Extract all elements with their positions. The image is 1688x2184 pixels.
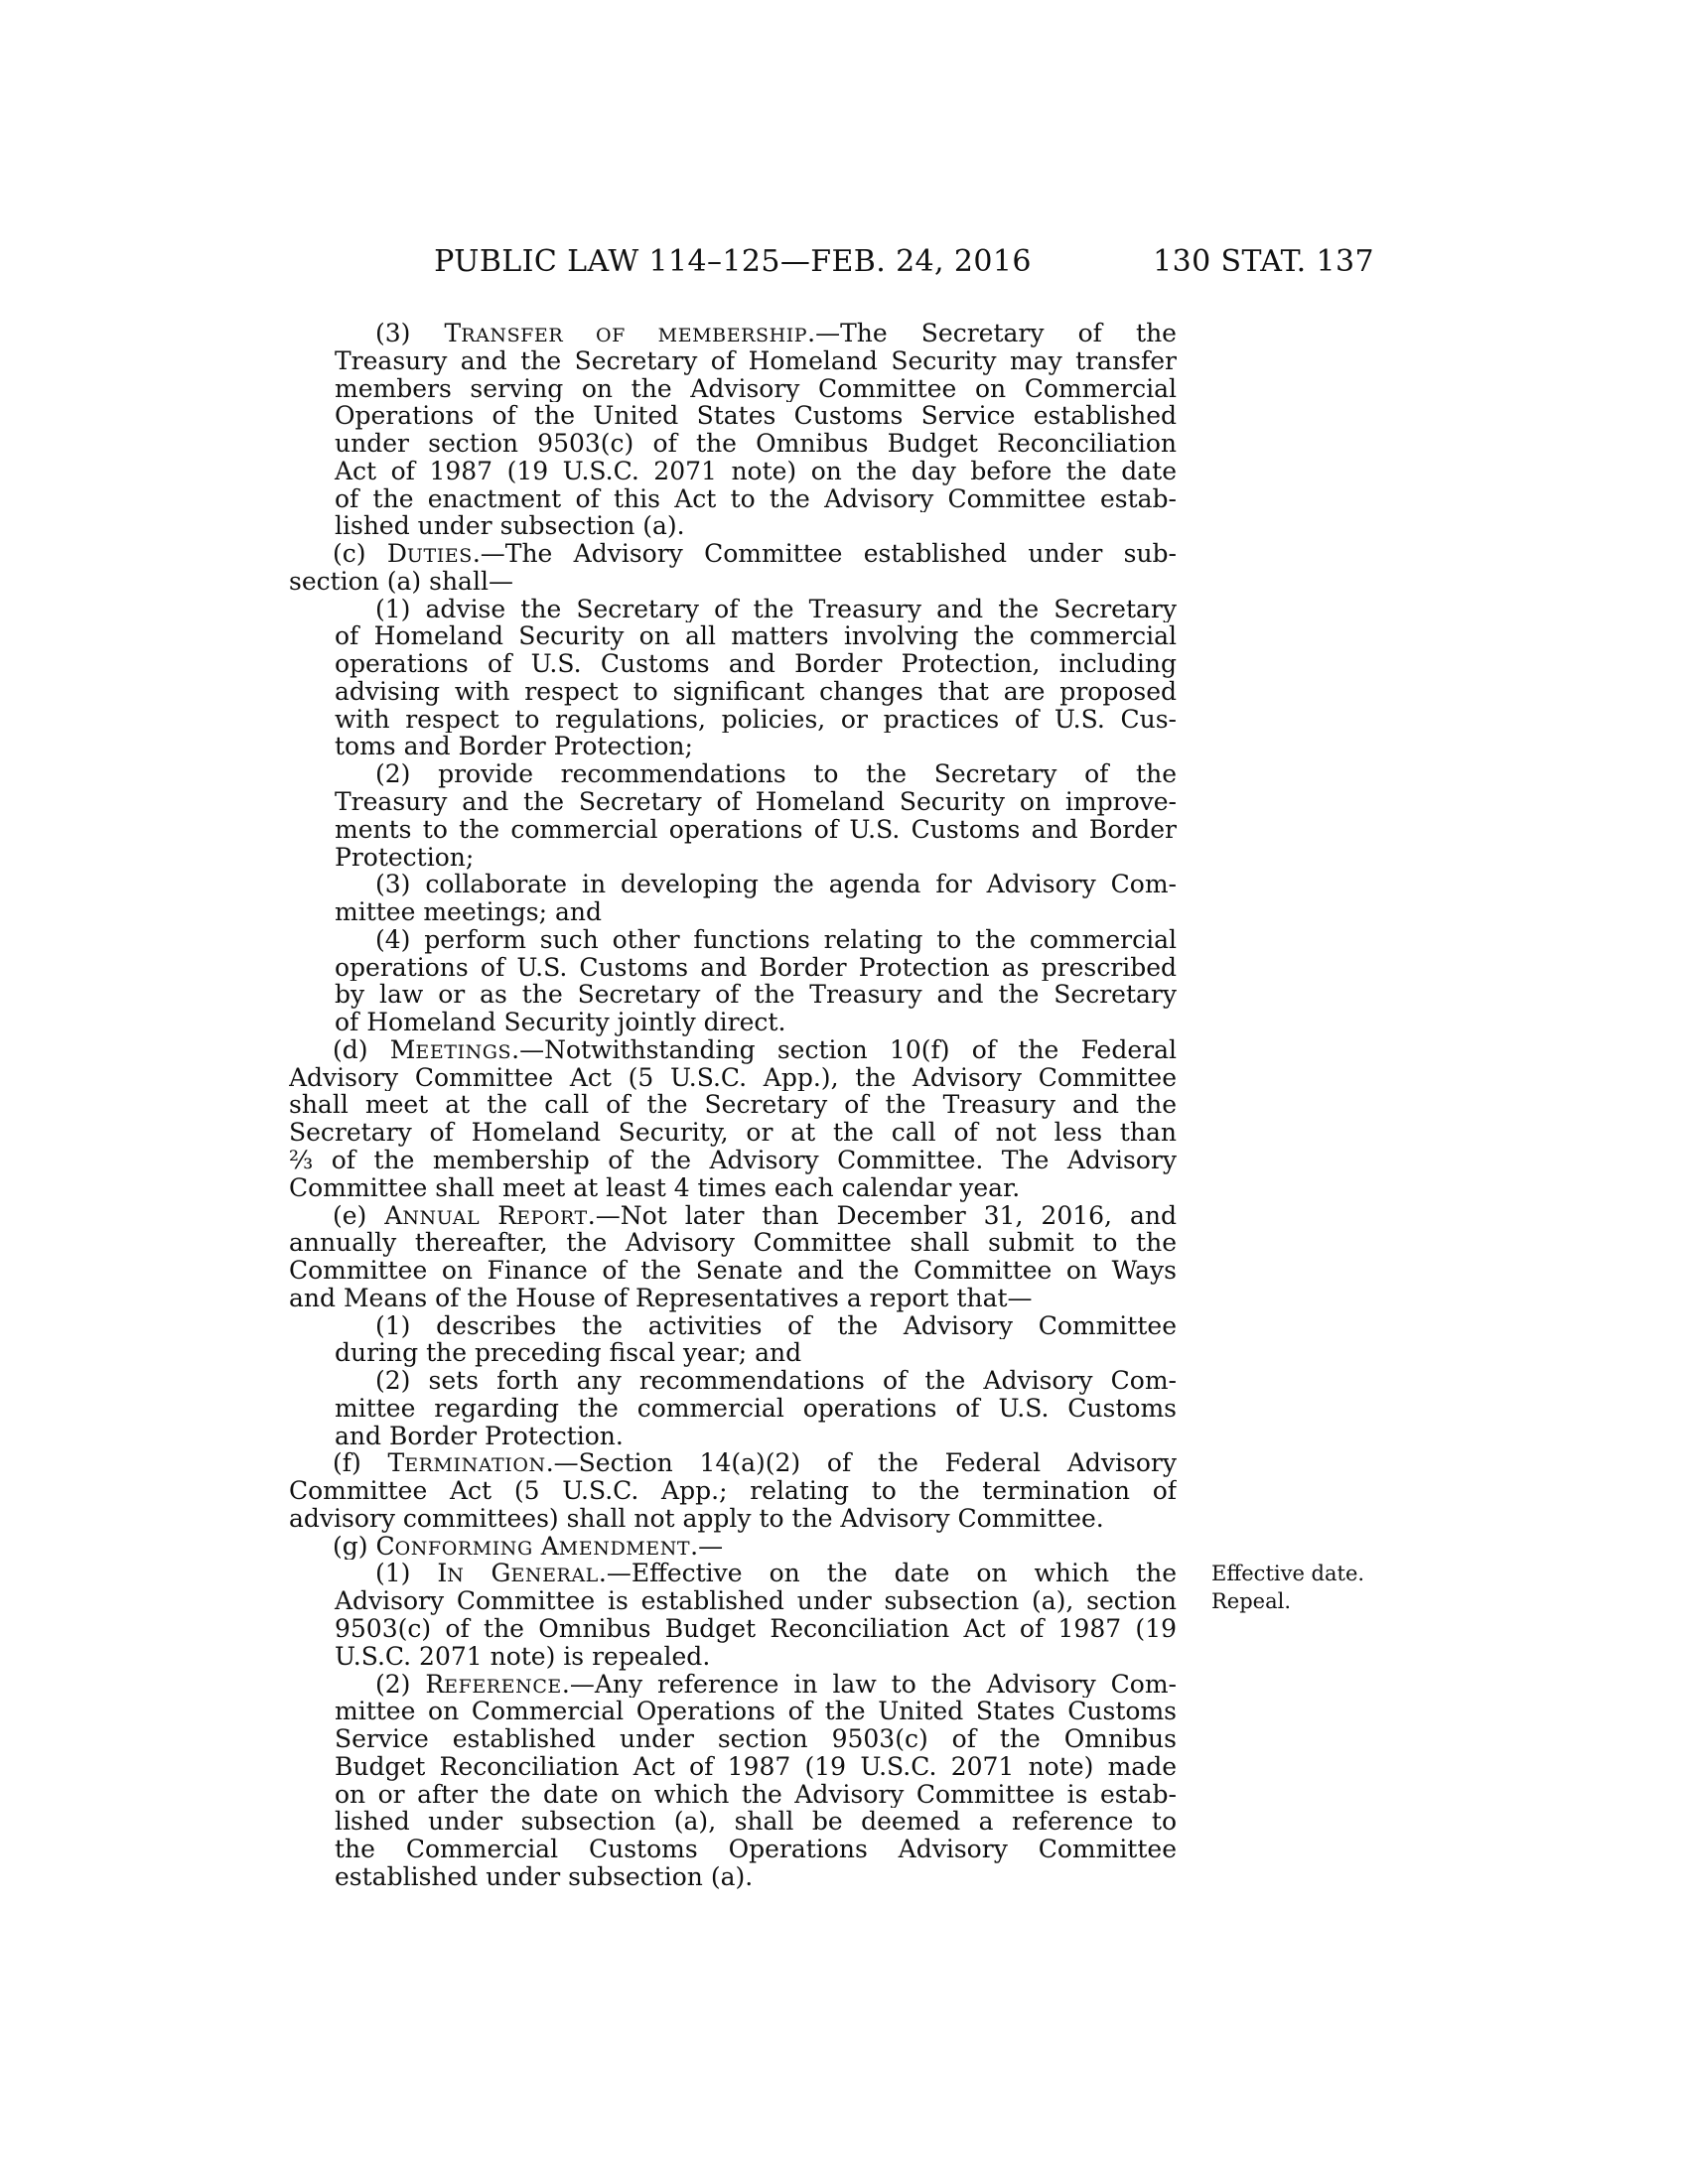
body-line bbox=[289, 871, 1177, 898]
text-segment: section (a) shall— bbox=[289, 567, 513, 596]
text-segment: Act of 1987 (19 U.S.C. 2071 note) on the day before the date bbox=[335, 457, 1177, 485]
running-header-law-title: PUBLIC LAW 114–125—FEB. 24, 2016 bbox=[434, 244, 1032, 279]
text-segment: (3) collaborate in developing the agenda for Advisory Com- bbox=[375, 871, 1177, 899]
text-segment: the Commercial Customs Operations Advisory Committee bbox=[335, 1836, 1177, 1863]
text-segment: .—Not later than December 31, 2016, and bbox=[587, 1201, 1177, 1230]
body-line bbox=[289, 430, 1177, 458]
text-segment: (1) I bbox=[375, 1560, 448, 1588]
body-line bbox=[289, 1863, 1177, 1891]
text-segment: A bbox=[532, 1532, 559, 1561]
text-segment: (e) A bbox=[333, 1201, 403, 1230]
text-segment: (1) describes the activities of the Advisory Committee bbox=[375, 1311, 1177, 1340]
body-line bbox=[289, 1229, 1177, 1257]
text-segment: lished under subsection (a), shall be deemed a reference to bbox=[335, 1808, 1177, 1837]
text-segment: Committee on Finance of the Senate and the Committee on Ways bbox=[289, 1257, 1177, 1285]
body-line bbox=[289, 1174, 1177, 1202]
text-column bbox=[289, 320, 1177, 1891]
body-line bbox=[289, 1064, 1177, 1092]
text-segment: members serving on the Advisory Committee on Commercial bbox=[335, 374, 1177, 403]
body-line bbox=[289, 1560, 1177, 1587]
body-line bbox=[289, 320, 1177, 347]
small-caps-segment: N bbox=[447, 1565, 465, 1587]
text-segment: G bbox=[464, 1560, 511, 1588]
body-line bbox=[289, 485, 1177, 513]
text-segment: of Homeland Security on all matters involving the commercial bbox=[335, 622, 1177, 651]
text-segment: Advisory Committee Act (5 U.S.C. App.), the Advisory Committee bbox=[289, 1063, 1177, 1092]
margin-note-effective-date: Effective date. bbox=[1211, 1562, 1365, 1585]
body-line bbox=[289, 1285, 1177, 1312]
body-line bbox=[289, 1753, 1177, 1781]
body-line bbox=[289, 512, 1177, 540]
small-caps-segment: NNUAL bbox=[402, 1206, 481, 1229]
body-line bbox=[289, 622, 1177, 650]
text-segment: lished under subsection (a). bbox=[335, 512, 685, 541]
text-segment: (g) C bbox=[333, 1532, 395, 1561]
text-segment: toms and Border Protection; bbox=[335, 733, 693, 761]
text-segment: on or after the date on which the Advisory Committee is estab- bbox=[335, 1780, 1177, 1809]
text-segment: with respect to regulations, policies, or practices of U.S. Cus- bbox=[335, 705, 1177, 734]
text-segment: during the preceding fiscal year; and bbox=[335, 1339, 802, 1368]
body-line bbox=[289, 1781, 1177, 1809]
body-line bbox=[289, 596, 1177, 623]
body-line bbox=[289, 1119, 1177, 1147]
margin-notes bbox=[1211, 1561, 1430, 1616]
body-line bbox=[289, 788, 1177, 816]
body-line bbox=[289, 347, 1177, 375]
body-line bbox=[289, 1312, 1177, 1340]
small-caps-segment: RANSFER OF MEMBERSHIP bbox=[461, 325, 808, 346]
text-segment: Treasury and the Secretary of Homeland Security may transfer bbox=[335, 346, 1177, 375]
body-line bbox=[289, 954, 1177, 982]
small-caps-segment: EETINGS bbox=[415, 1040, 512, 1063]
body-line bbox=[289, 733, 1177, 760]
body-line bbox=[289, 1423, 1177, 1450]
text-segment: of Homeland Security jointly direct. bbox=[335, 1009, 786, 1036]
body-line bbox=[289, 1036, 1177, 1064]
text-segment: ⅔ of the membership of the Advisory Committee. The Advisory bbox=[289, 1146, 1177, 1174]
body-line bbox=[289, 402, 1177, 430]
body-line bbox=[289, 1808, 1177, 1836]
small-caps-segment: EPORT bbox=[516, 1206, 588, 1229]
small-caps-segment: UTIES bbox=[406, 545, 473, 568]
body-line bbox=[289, 981, 1177, 1009]
body-line bbox=[289, 1533, 1177, 1561]
margin-note-repeal: Repeal. bbox=[1211, 1588, 1292, 1613]
text-segment: (c) D bbox=[333, 540, 407, 568]
text-segment: .—The Advisory Committee established under sub- bbox=[472, 540, 1177, 568]
text-segment: (f) T bbox=[333, 1449, 405, 1478]
small-caps-segment: ERMINATION bbox=[404, 1454, 546, 1477]
text-segment: (1) advise the Secretary of the Treasury and the Secretary bbox=[375, 595, 1177, 623]
text-segment: .—Notwithstanding section 10(f) of the Federal bbox=[511, 1035, 1177, 1064]
body-line bbox=[289, 1587, 1177, 1615]
text-segment: Protection; bbox=[335, 843, 475, 872]
text-segment: under section 9503(c) of the Omnibus Budget Reconciliation bbox=[335, 430, 1177, 458]
body-line bbox=[289, 1671, 1177, 1699]
body-line bbox=[289, 706, 1177, 734]
body-line bbox=[289, 1367, 1177, 1395]
text-segment: mittee regarding the commercial operations of U.S. Customs bbox=[335, 1394, 1177, 1423]
body-line bbox=[289, 898, 1177, 926]
text-segment: 9503(c) of the Omnibus Budget Reconciliation Act of 1987 (19 bbox=[335, 1614, 1177, 1643]
text-segment: advising with respect to significant changes that are proposed bbox=[335, 677, 1177, 706]
text-segment: .—The Secretary of the bbox=[807, 320, 1177, 347]
text-segment: mittee on Commercial Operations of the United States Customs bbox=[335, 1698, 1177, 1726]
body-line bbox=[289, 1257, 1177, 1285]
text-segment: advisory committees) shall not apply to the Advisory Committee. bbox=[289, 1504, 1104, 1533]
body-line bbox=[289, 650, 1177, 678]
body-line bbox=[289, 1202, 1177, 1230]
text-segment: (2) provide recommendations to the Secretary of the bbox=[375, 760, 1177, 789]
text-segment: Committee Act (5 U.S.C. App.; relating to the termination of bbox=[289, 1477, 1177, 1505]
small-caps-segment: EFERENCE bbox=[444, 1675, 562, 1698]
body-line bbox=[289, 760, 1177, 788]
text-segment: (d) M bbox=[333, 1035, 416, 1064]
text-segment: operations of U.S. Customs and Border Protection as prescribed bbox=[335, 953, 1177, 982]
text-segment: Treasury and the Secretary of Homeland Security on improve- bbox=[335, 788, 1177, 816]
body-line bbox=[289, 1091, 1177, 1119]
text-segment: .—Effective on the date on which the bbox=[598, 1560, 1177, 1588]
text-segment: Operations of the United States Customs Service established bbox=[335, 402, 1177, 431]
text-segment: annually thereafter, the Advisory Committee shall submit to the bbox=[289, 1229, 1177, 1258]
text-segment: R bbox=[480, 1201, 517, 1230]
text-segment: .—Any reference in law to the Advisory Com- bbox=[561, 1670, 1177, 1699]
text-segment: (3) T bbox=[375, 320, 462, 347]
text-segment: mittee meetings; and bbox=[335, 898, 602, 926]
text-segment: and Means of the House of Representatives a report that— bbox=[289, 1284, 1033, 1312]
body-line bbox=[289, 1449, 1177, 1477]
small-caps-segment: MENDMENT bbox=[558, 1537, 691, 1560]
text-segment: (2) R bbox=[375, 1670, 445, 1699]
body-line bbox=[289, 458, 1177, 485]
body-line bbox=[289, 1009, 1177, 1036]
body-line bbox=[289, 1615, 1177, 1643]
small-caps-segment: ONFORMING bbox=[394, 1537, 533, 1560]
body-line bbox=[289, 926, 1177, 954]
text-segment: Secretary of Homeland Security, or at the call of not less than bbox=[289, 1119, 1177, 1147]
text-segment: Budget Reconciliation Act of 1987 (19 U.S.C. 2071 note) made bbox=[335, 1752, 1177, 1781]
running-header-stat-page-number: 130 STAT. 137 bbox=[1153, 244, 1374, 279]
text-segment: U.S.C. 2071 note) is repealed. bbox=[335, 1642, 711, 1671]
body-line bbox=[289, 1395, 1177, 1423]
text-segment: ments to the commercial operations of U.S. Customs and Border bbox=[335, 815, 1177, 844]
text-segment: of the enactment of this Act to the Advisory Committee estab- bbox=[335, 484, 1177, 513]
body-line bbox=[289, 568, 1177, 596]
body-line bbox=[289, 816, 1177, 844]
body-line bbox=[289, 1698, 1177, 1725]
body-line bbox=[289, 1339, 1177, 1367]
body-line bbox=[289, 844, 1177, 872]
text-segment: established under subsection (a). bbox=[335, 1862, 754, 1891]
body-line bbox=[289, 375, 1177, 403]
text-segment: Committee shall meet at least 4 times each calendar year. bbox=[289, 1173, 1021, 1202]
body-line bbox=[289, 540, 1177, 568]
text-segment: .— bbox=[690, 1532, 724, 1561]
small-caps-segment: ENERAL bbox=[510, 1565, 599, 1587]
body-line bbox=[289, 678, 1177, 706]
body-line bbox=[289, 1147, 1177, 1174]
body-line bbox=[289, 1836, 1177, 1863]
body-line bbox=[289, 1725, 1177, 1753]
text-segment: Advisory Committee is established under subsection (a), section bbox=[335, 1587, 1177, 1615]
text-segment: .—Section 14(a)(2) of the Federal Advisory bbox=[545, 1449, 1177, 1478]
body-line bbox=[289, 1477, 1177, 1505]
text-segment: operations of U.S. Customs and Border Protection, including bbox=[335, 650, 1177, 678]
text-segment: (4) perform such other functions relating to the commercial bbox=[375, 925, 1177, 954]
text-segment: and Border Protection. bbox=[335, 1422, 624, 1450]
body-line bbox=[289, 1505, 1177, 1533]
text-segment: shall meet at the call of the Secretary of the Treasury and the bbox=[289, 1091, 1177, 1120]
text-segment: (2) sets forth any recommendations of the Advisory Com- bbox=[375, 1367, 1177, 1395]
text-segment: by law or as the Secretary of the Treasury and the Secretary bbox=[335, 981, 1177, 1010]
body-line bbox=[289, 1643, 1177, 1671]
text-segment: Service established under section 9503(c) of the Omnibus bbox=[335, 1725, 1177, 1753]
